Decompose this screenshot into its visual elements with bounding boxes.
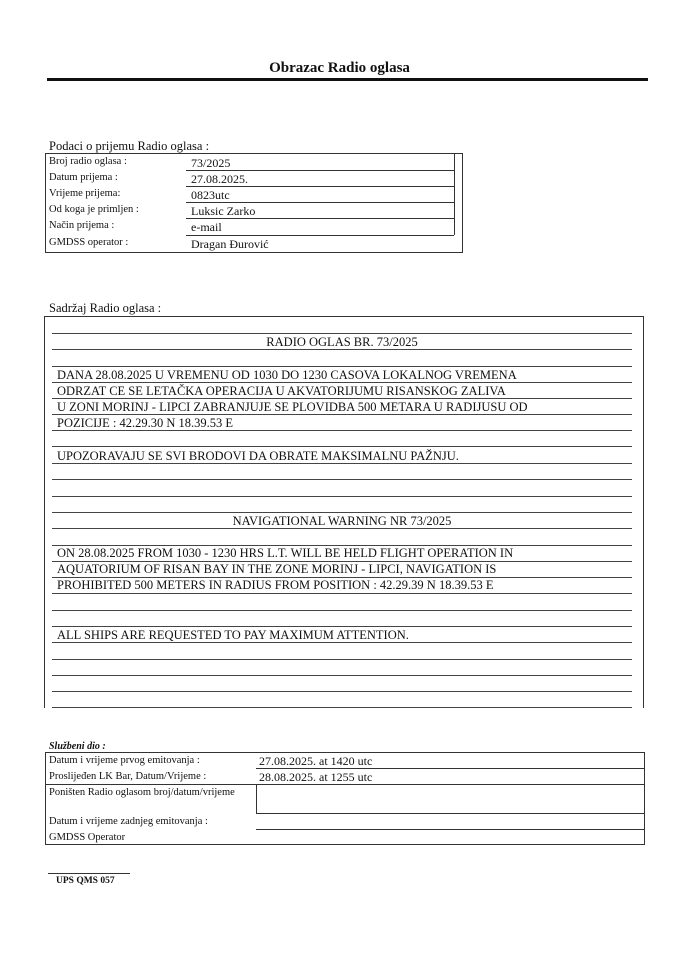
content-ruled-line: [52, 512, 632, 513]
content-ruled-line: [52, 610, 632, 611]
reception-value: 27.08.2025.: [191, 172, 248, 186]
reception-heading: Podaci o prijemu Radio oglasa :: [49, 139, 210, 153]
local-warning-line: ODRZAT CE SE LETAČKA OPERACIJA U AKVATORIJUMU RISANSKOG ZALIVA: [57, 384, 506, 398]
reception-value: Dragan Đurović: [191, 237, 269, 251]
reception-label: Datum prijema :: [49, 172, 118, 183]
nav-warning-line: AQUATORIUM OF RISAN BAY IN THE ZONE MORINJ - LIPCI, NAVIGATION IS: [57, 562, 497, 576]
official-box: [45, 752, 645, 845]
content-ruled-line: [52, 545, 632, 546]
content-ruled-line: [52, 642, 632, 643]
content-ruled-line: [52, 446, 632, 447]
local-warning-notice: UPOZORAVAJU SE SVI BRODOVI DA OBRATE MAKSIMALNU PAŽNJU.: [57, 449, 459, 463]
title-divider: [47, 78, 648, 81]
official-value: 27.08.2025. at 1420 utc: [259, 754, 373, 768]
reception-value: 73/2025: [191, 156, 231, 170]
local-warning-line: POZICIJE : 42.29.30 N 18.39.53 E: [57, 416, 234, 430]
reception-value: e-mail: [191, 220, 222, 234]
reception-box: [45, 153, 463, 253]
content-ruled-line: [52, 414, 632, 415]
content-ruled-line: [52, 593, 632, 594]
official-heading: Službeni dio :: [49, 741, 106, 752]
nav-warning-line: PROHIBITED 500 METERS IN RADIUS FROM POSITION : 42.29.39 N 18.39.53 E: [57, 578, 494, 592]
official-label: Proslijeđen LK Bar, Datum/Vrijeme :: [49, 771, 207, 782]
reception-value: Luksic Zarko: [191, 204, 256, 218]
content-box-left: [44, 316, 45, 708]
reception-value: 0823utc: [191, 188, 230, 202]
official-label: Datum i vrijeme prvog emitovanja :: [49, 755, 200, 766]
reception-label: Od koga je primljen :: [49, 204, 139, 215]
content-ruled-line: [52, 561, 632, 562]
official-label: Datum i vrijeme zadnjeg emitovanja :: [49, 816, 208, 827]
reception-label: Način prijema :: [49, 220, 115, 231]
reception-label: Vrijeme prijema:: [49, 188, 121, 199]
footer-code: UPS QMS 057: [56, 876, 115, 886]
content-ruled-line: [52, 626, 632, 627]
content-box-right: [643, 316, 644, 708]
content-ruled-line: [52, 430, 632, 431]
nav-warning-line: ON 28.08.2025 FROM 1030 - 1230 HRS L.T. WILL BE HELD FLIGHT OPERATION IN: [57, 546, 514, 560]
content-ruled-line: [52, 333, 632, 334]
reception-rule: [186, 235, 454, 236]
content-ruled-line: [52, 382, 632, 383]
content-ruled-line: [52, 577, 632, 578]
content-ruled-line: [52, 366, 632, 367]
form-title: Obrazac Radio oglasa: [269, 60, 410, 76]
content-ruled-line: [52, 398, 632, 399]
official-value: 28.08.2025. at 1255 utc: [259, 770, 373, 784]
official-divider: [256, 784, 257, 813]
content-ruled-line: [52, 659, 632, 660]
content-ruled-line: [52, 707, 632, 708]
content-ruled-line: [52, 691, 632, 692]
nav-warning-notice: ALL SHIPS ARE REQUESTED TO PAY MAXIMUM ATTENTION.: [57, 628, 409, 642]
reception-label: Broj radio oglasa :: [49, 156, 127, 167]
content-ruled-line: [52, 349, 632, 350]
content-ruled-line: [52, 463, 632, 464]
official-label: GMDSS Operator: [49, 832, 126, 843]
official-rule: [256, 829, 645, 830]
content-ruled-line: [52, 479, 632, 480]
nav-warning-title: NAVIGATIONAL WARNING NR 73/2025: [232, 514, 452, 528]
reception-label: GMDSS operator :: [49, 237, 129, 248]
local-warning-line: DANA 28.08.2025 U VREMENU OD 1030 DO 1230 CASOVA LOKALNOG VREMENA: [57, 368, 517, 382]
content-heading: Sadržaj Radio oglasa :: [49, 301, 162, 315]
official-rule: [256, 813, 645, 814]
local-warning-title: RADIO OGLAS BR. 73/2025: [266, 335, 418, 349]
reception-inner-edge: [454, 154, 455, 235]
content-ruled-line: [52, 675, 632, 676]
content-ruled-line: [52, 528, 632, 529]
official-label: Poništen Radio oglasom broj/datum/vrijeme: [49, 787, 235, 798]
footer-rule: [48, 873, 130, 874]
content-box-top: [44, 316, 644, 317]
content-ruled-line: [52, 496, 632, 497]
local-warning-line: U ZONI MORINJ - LIPCI ZABRANJUJE SE PLOVIDBA 500 METARA U RADIJUSU OD: [57, 400, 528, 414]
